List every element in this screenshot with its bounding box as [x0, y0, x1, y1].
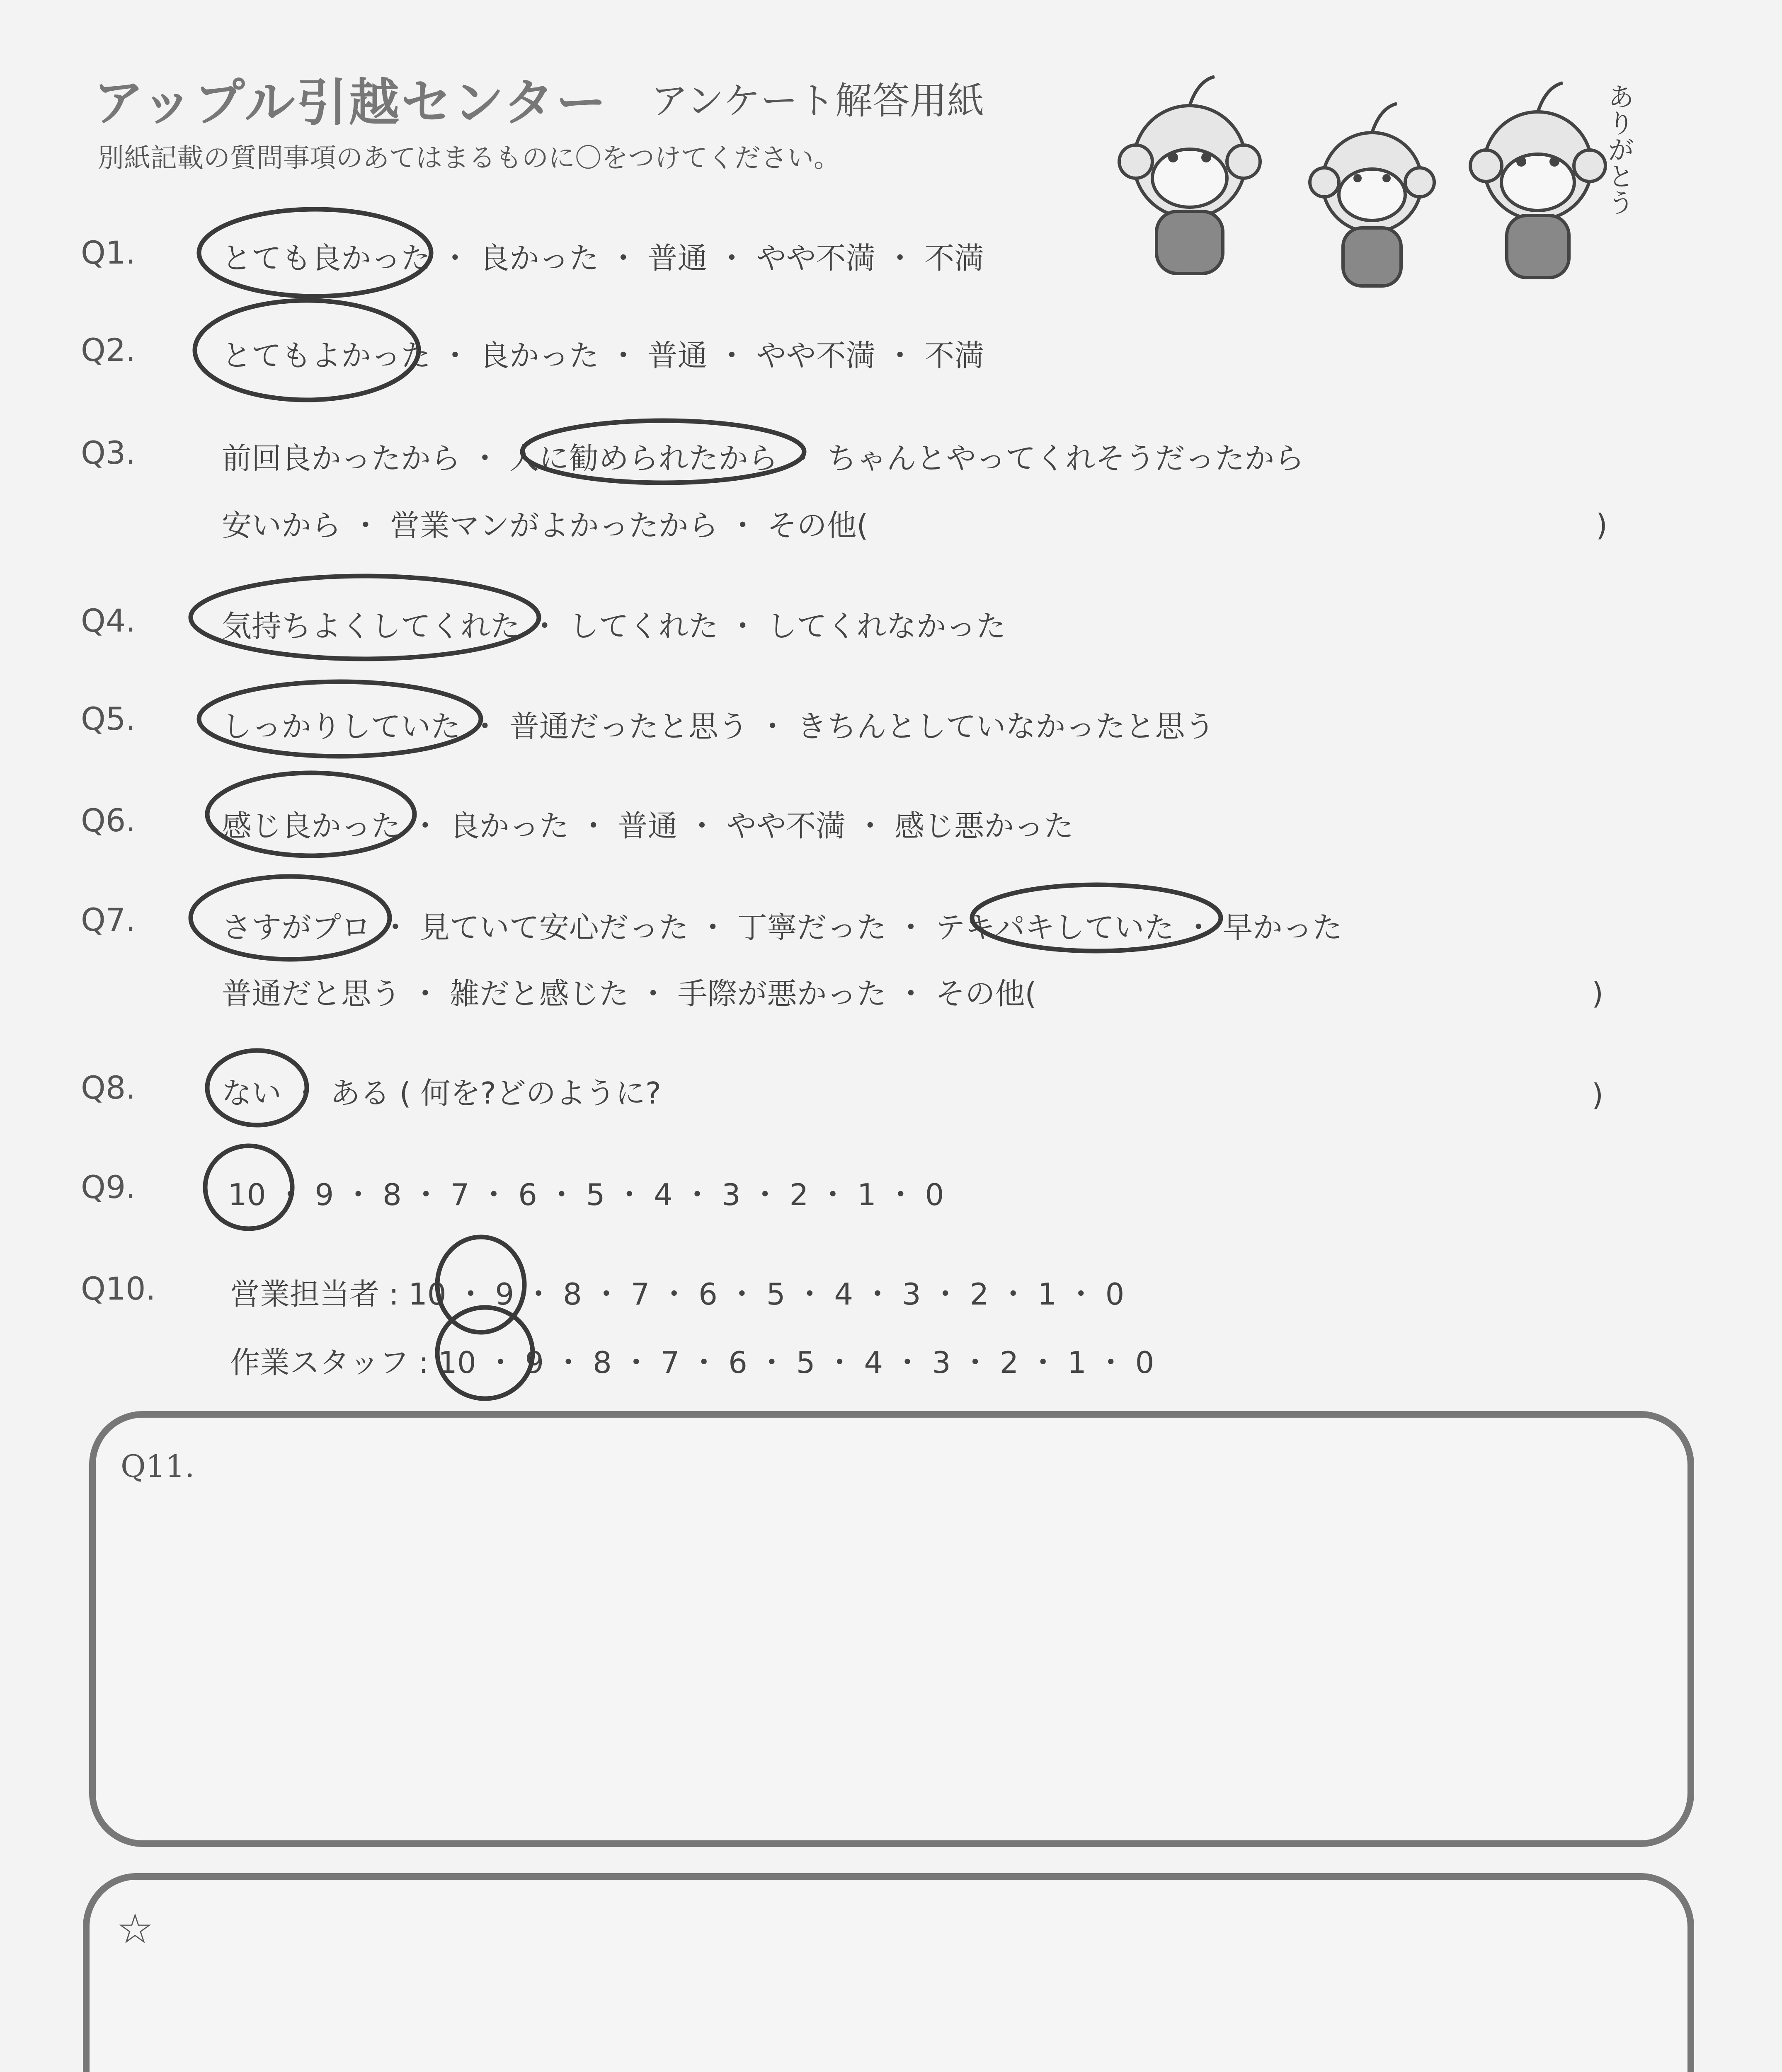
q8-label: Q8. — [81, 1069, 136, 1106]
company-name: アップル引越センター — [93, 73, 608, 132]
q11-label: Q11. — [121, 1449, 195, 1484]
q6-label: Q6. — [81, 802, 136, 839]
q3-close-paren: ) — [1596, 508, 1608, 542]
q3-label: Q3. — [81, 434, 136, 471]
q3-options-line2[interactable]: 安いから ・ 営業マンがよかったから ・ その他( — [222, 508, 868, 543]
q4-label: Q4. — [81, 602, 136, 639]
q9-options[interactable]: 10 ・ 9 ・ 8 ・ 7 ・ 6 ・ 5 ・ 4 ・ 3 ・ 2 ・ 1 ・ 0 — [228, 1177, 944, 1212]
q5-options[interactable]: しっかりしていた ・ 普通だったと思う ・ きちんとしていなかったと思う — [222, 709, 1215, 744]
q7-options-line1[interactable]: さすがプロ ・ 見ていて安心だった ・ 丁寧だった ・ テキパキしていた ・ 早かった — [222, 910, 1343, 945]
q2-options[interactable]: とてもよかった ・ 良かった ・ 普通 ・ やや不満 ・ 不満 — [222, 338, 984, 373]
q1-options[interactable]: とても良かった ・ 良かった ・ 普通 ・ やや不満 ・ 不満 — [222, 241, 984, 276]
q6-options[interactable]: 感じ良かった ・ 良かった ・ 普通 ・ やや不満 ・ 感じ悪かった — [222, 808, 1074, 843]
q4-options[interactable]: 気持ちよくしてくれた ・ してくれた ・ してくれなかった — [222, 609, 1006, 644]
q3-options-line1[interactable]: 前回良かったから ・ 人に勧められたから ・ ちゃんとやってくれそうだったから — [222, 441, 1304, 476]
document-title: アンケート解答用紙 — [651, 79, 984, 123]
q9-label: Q9. — [81, 1169, 136, 1205]
q7-close-paren: ) — [1592, 976, 1604, 1011]
mascot-illustration — [1103, 58, 1654, 298]
q5-label: Q5. — [81, 700, 136, 737]
q8-options[interactable]: ない ・ ある ( 何を?どのように? — [222, 1076, 662, 1111]
instruction-text: 別紙記載の質問事項のあてはまるものに〇をつけてください。 — [97, 143, 840, 174]
q10-staff-options[interactable]: 作業スタッフ : 10 ・ 9 ・ 8 ・ 7 ・ 6 ・ 5 ・ 4 ・ 3 ・ 2 ・ 1 ・ 0 — [230, 1345, 1154, 1380]
q2-label: Q2. — [81, 332, 136, 368]
q7-label: Q7. — [81, 901, 136, 938]
q7-options-line2[interactable]: 普通だと思う ・ 雑だと感じた ・ 手際が悪かった ・ その他( — [222, 976, 1037, 1011]
mascot-caption: ありがとう — [1603, 83, 1634, 215]
star-icon: ☆ — [116, 1905, 154, 1953]
q1-label: Q1. — [81, 234, 136, 271]
q8-close-paren: ) — [1592, 1077, 1604, 1112]
free-comment-box[interactable] — [83, 1873, 1694, 2072]
q11-comment-box[interactable] — [89, 1411, 1694, 1847]
q10-label: Q10. — [81, 1270, 156, 1307]
q10-sales-options[interactable]: 営業担当者 : 10 ・ 9 ・ 8 ・ 7 ・ 6 ・ 5 ・ 4 ・ 3 ・ 2 ・ 1 ・ 0 — [230, 1277, 1125, 1312]
